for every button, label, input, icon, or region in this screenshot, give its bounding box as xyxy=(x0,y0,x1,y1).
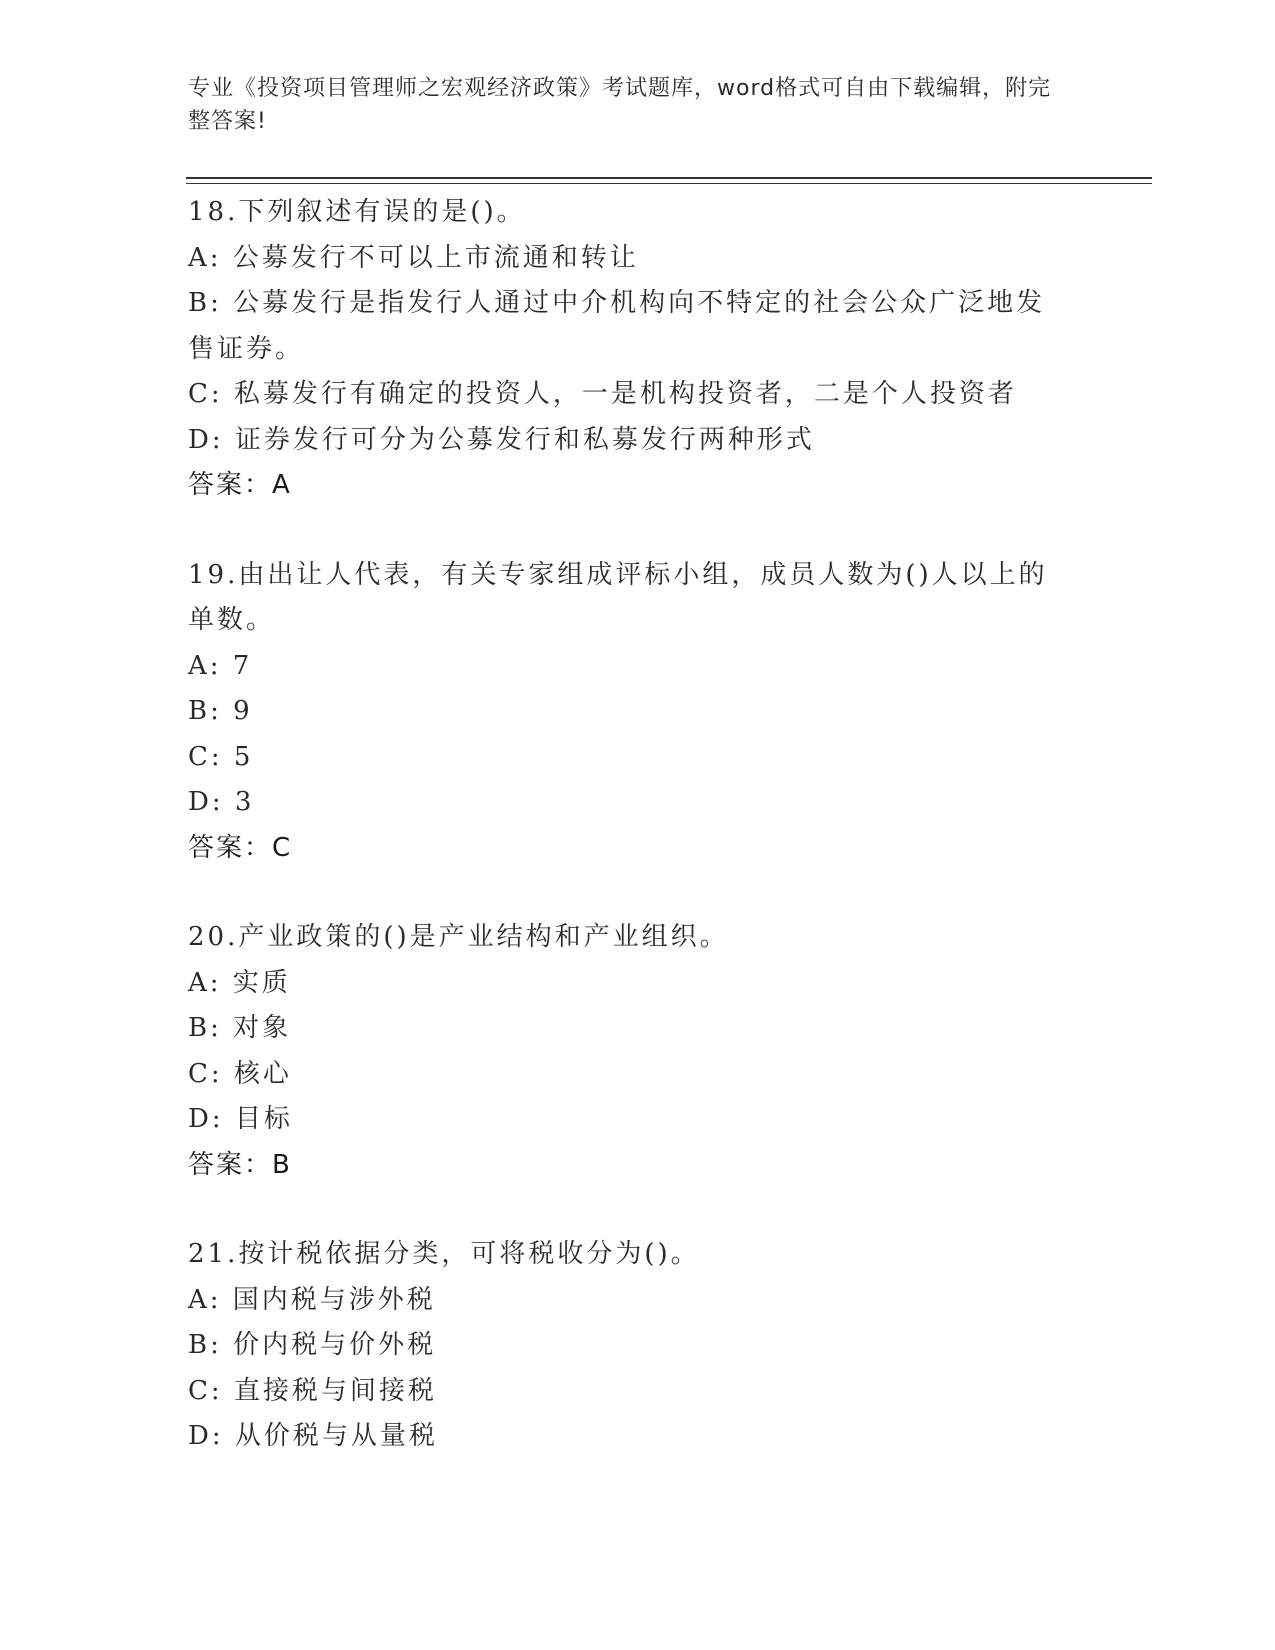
document-header: 专业《投资项目管理师之宏观经济政策》考试题库，word格式可自由下载编辑，附完整答案! xyxy=(188,76,1052,134)
answer-line: 答案：A xyxy=(188,470,292,500)
header-divider-thin xyxy=(186,183,1152,184)
option-a: A: 实质 xyxy=(188,967,291,998)
option-a: A: 7 xyxy=(188,650,253,681)
answer-line: 答案：B xyxy=(188,1149,292,1180)
option-c: C: 核心 xyxy=(188,1058,292,1089)
option-d: D: 从价税与从量税 xyxy=(188,1421,438,1451)
question-list xyxy=(188,190,1088,1504)
option-c: C: 直接税与间接税 xyxy=(188,1375,437,1406)
option-c: C: 5 xyxy=(188,741,254,772)
question-18 xyxy=(188,190,1088,509)
question-stem: 18.下列叙述有误的是()。 xyxy=(188,197,526,227)
option-a: A: 公募发行不可以上市流通和转让 xyxy=(188,242,639,273)
question-19 xyxy=(188,553,1088,872)
option-a: A: 国内税与涉外税 xyxy=(188,1284,436,1315)
header-divider-thick xyxy=(186,177,1152,179)
question-stem: 21.按计税依据分类，可将税收分为()。 xyxy=(188,1239,700,1269)
option-b: B: 公募发行是指发行人通过中介机构向不特定的社会公众广泛地发售证券。 xyxy=(188,288,1046,364)
answer-line: 答案：C xyxy=(188,832,293,863)
option-d: D: 3 xyxy=(188,787,255,817)
question-20 xyxy=(188,915,1088,1188)
option-b: B: 9 xyxy=(188,696,253,726)
option-d: D: 证券发行可分为公募发行和私募发行两种形式 xyxy=(188,424,815,455)
option-d: D: 目标 xyxy=(188,1104,293,1134)
question-stem: 19.由出让人代表，有关专家组成评标小组，成员人数为()人以上的单数。 xyxy=(188,559,1048,635)
question-stem: 20.产业政策的()是产业结构和产业组织。 xyxy=(188,922,729,952)
option-c: C: 私募发行有确定的投资人，一是机构投资者，二是个人投资者 xyxy=(188,379,1017,409)
question-21 xyxy=(188,1232,1088,1460)
option-b: B: 对象 xyxy=(188,1013,292,1043)
option-b: B: 价内税与价外税 xyxy=(188,1330,437,1360)
